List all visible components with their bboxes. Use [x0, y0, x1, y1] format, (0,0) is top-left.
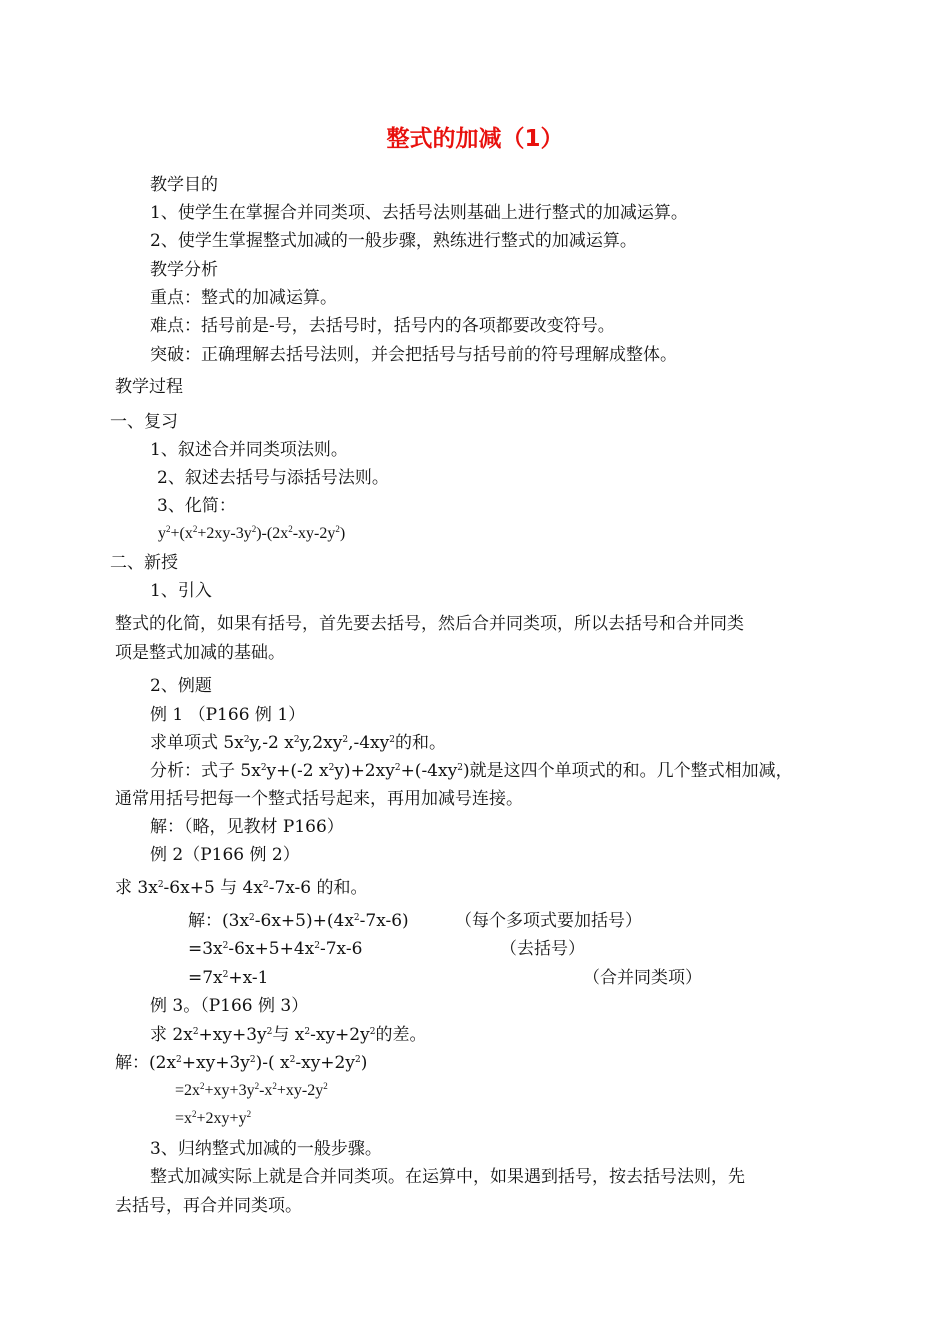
- summary-paragraph-line-1: 整式加减实际上就是合并同类项。在运算中，如果遇到括号，按去括号法则，先: [150, 1167, 745, 1187]
- example-2-step-1-note: （每个多项式要加括号）: [455, 911, 642, 931]
- review-item-1: 1、叙述合并同类项法则。: [150, 440, 348, 460]
- process-heading: 教学过程: [115, 377, 183, 397]
- example-3-step-1: 解：$(2x^2+xy+3y^2)-$( $x^2-xy+2y^2$): [115, 1053, 368, 1073]
- analysis-breakthrough: 突破：正确理解去括号法则，并会把括号与括号前的符号理解成整体。: [150, 345, 677, 365]
- intro-heading: 1、引入: [150, 581, 212, 601]
- intro-paragraph-line-1: 整式的化简，如果有括号，首先要去括号，然后合并同类项，所以去括号和合并同类: [115, 614, 744, 634]
- example-2-step-1: 解：$(3x^2-6x+5)+(4x^2-7x-6)$: [188, 911, 409, 931]
- example-2-step-3: $=7x^2+x-1$: [188, 968, 269, 988]
- example-1-label: 例 1 （P166 例 1）: [150, 705, 306, 725]
- example-3-step-3: $=x^2+2xy+y^2$: [175, 1109, 252, 1127]
- review-expression: $y^2+(x^2+2xy-3y^2)-(2x^2-xy-2y^2)$: [158, 524, 346, 542]
- document-title: 整式的加减（1）: [386, 126, 564, 152]
- intro-paragraph-line-2: 项是整式加减的基础。: [115, 643, 285, 663]
- review-item-2: 2、叙述去括号与添括号法则。: [157, 468, 389, 488]
- example-1-analysis-continued: 通常用括号把每一个整式括号起来，再用加减号连接。: [115, 789, 523, 809]
- example-2-step-2: $=3x^2-6x+5+4x^2-7x-6$: [188, 939, 363, 959]
- example-1-analysis: 分析：式子 $5x^2y+(-2$ $x^2y)+2xy^2+(-4xy^2)$就是这四个单项式的和。几个整式相加减，: [150, 761, 793, 781]
- analysis-key-point: 重点：整式的加减运算。: [150, 288, 337, 308]
- example-2-step-3-note: （合并同类项）: [583, 968, 702, 988]
- example-3-step-2: $=2x^2+xy+3y^2-x^2+xy-2y^2$: [175, 1081, 328, 1099]
- example-1-question: 求单项式 $5x^2y,-2$ $x^2y,2xy^2,-4xy^2$的和。: [150, 733, 446, 753]
- analysis-difficulty: 难点：括号前是-号，去括号时，括号内的各项都要改变符号。: [150, 316, 615, 336]
- example-2-step-2-note: （去括号）: [500, 939, 585, 959]
- new-heading: 二、新授: [110, 553, 178, 573]
- example-2-question: 求 $3x^2-6x+5$ 与 $4x^2-7x-6$ 的和。: [115, 878, 368, 898]
- objectives-heading: 教学目的: [150, 175, 218, 195]
- summary-heading: 3、归纳整式加减的一般步骤。: [150, 1139, 382, 1159]
- review-item-3: 3、化简：: [157, 496, 236, 516]
- objective-item-1: 1、使学生在掌握合并同类项、去括号法则基础上进行整式的加减运算。: [150, 203, 688, 223]
- example-2-label: 例 2（P166 例 2）: [150, 845, 300, 865]
- example-3-label: 例 3。（P166 例 3）: [150, 996, 309, 1016]
- analysis-heading: 教学分析: [150, 260, 218, 280]
- example-1-solution: 解：（略，见教材 P166）: [150, 817, 344, 837]
- example-3-question: 求 $2x^2+xy+3y^2$与 $x^2-xy+2y^2$的差。: [150, 1025, 427, 1045]
- review-heading: 一、复习: [110, 412, 178, 432]
- examples-heading: 2、例题: [150, 676, 212, 696]
- summary-paragraph-line-2: 去括号，再合并同类项。: [115, 1196, 302, 1216]
- objective-item-2: 2、使学生掌握整式加减的一般步骤，熟练进行整式的加减运算。: [150, 231, 637, 251]
